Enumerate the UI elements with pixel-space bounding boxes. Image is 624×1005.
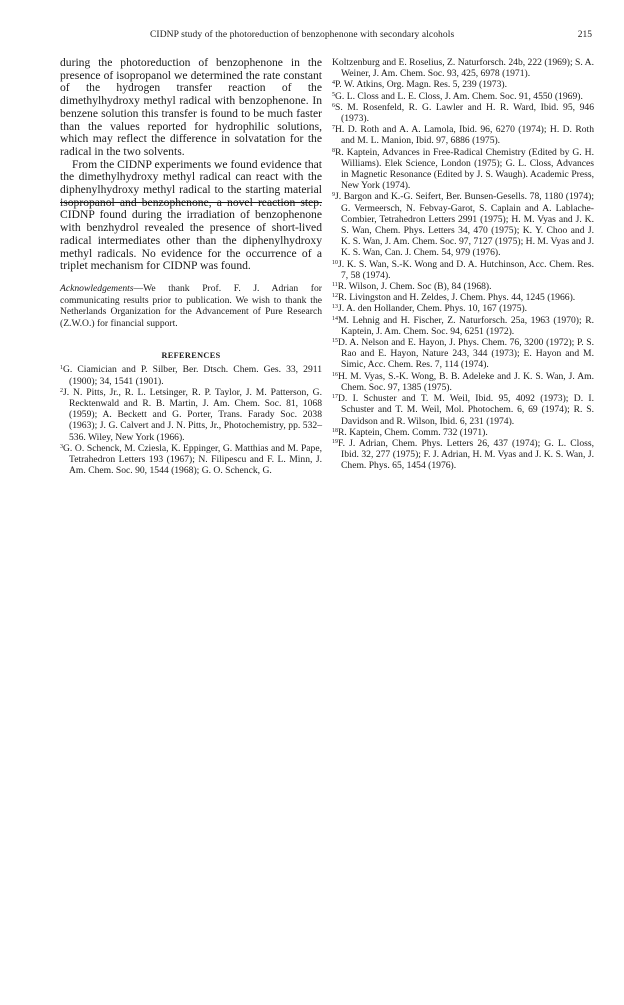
reference-text: G. L. Closs and L. E. Closs, J. Am. Chem. Soc. 91, 4550 (1969). bbox=[335, 90, 583, 102]
reference-text: P. W. Atkins, Org. Magn. Res. 5, 239 (1973). bbox=[335, 79, 507, 91]
reference-text: F. J. Adrian, Chem. Phys. Letters 26, 437 (1974); G. L. Closs, Ibid. 32, 277 (1975); F. J. Adrian, H. M. Vyas and J. K. S. Wan, J. Chem. Phys. 65, 1454 (1976). bbox=[338, 437, 594, 472]
reference-item bbox=[332, 393, 594, 427]
reference-number: 4 bbox=[332, 80, 335, 87]
reference-number: 3 bbox=[60, 443, 63, 450]
reference-number: 17 bbox=[332, 394, 338, 401]
running-title: CIDNP study of the photoreduction of benzophenone with secondary alcohols bbox=[150, 30, 455, 40]
reference-item bbox=[332, 371, 594, 393]
reference-item bbox=[332, 337, 594, 371]
reference-text: R. Kaptein, Chem. Comm. 732 (1971). bbox=[338, 426, 488, 438]
reference-text: R. Livingston and H. Zeldes, J. Chem. Phys. 44, 1245 (1966). bbox=[338, 292, 576, 304]
reference-text: S. M. Rosenfeld, R. G. Lawler and H. R. Ward, Ibid. 95, 946 (1973). bbox=[335, 101, 594, 125]
reference-number: 1 bbox=[60, 365, 63, 372]
reference-number: 5 bbox=[332, 91, 335, 98]
reference-item bbox=[60, 443, 322, 477]
reference-text: H. D. Roth and A. A. Lamola, Ibid. 96, 6270 (1974); H. D. Roth and M. L. Manion, Ibid. 97, 6886 (1975). bbox=[335, 124, 594, 147]
reference-number: 2 bbox=[60, 387, 63, 394]
paragraph-text: From the CIDNP experiments we found evidence that the dimethylhydroxy methyl radical can react with the diphenylhydroxy methyl radical to the starting material bbox=[60, 157, 322, 197]
reference-text: J. N. Pitts, Jr., R. L. Letsinger, R. P. Taylor, J. M. Patterson, G. Recktenwald and R. B. Martin, J. Am. Chem. Soc. 81, 1068 (1959); A. Beckett and G. Porter, Trans. Farady Soc. 2038 (1963); J. G. Calvert and J. N. Pitts, Jr., Photochemistry, pp. 532–536. Wiley, New York (1966). bbox=[63, 386, 322, 443]
reference-item bbox=[332, 427, 594, 438]
acknowledgements-text: —We thank Prof. F. J. Adrian for communicating results prior to publication. We wish to thank the Netherlands Organization for the Advancement of Pure Research (Z.W.O.) for financial support. bbox=[60, 282, 322, 329]
reference-number: 15 bbox=[332, 338, 338, 345]
reference-number: 7 bbox=[332, 125, 335, 132]
reference-text: D. A. Nelson and E. Hayon, J. Phys. Chem. 76, 3200 (1972); P. S. Rao and E. Hayon, Nature 243, 344 (1973); E. Hayon and M. Simic, Acc. Chem. Res. 7, 114 (1974). bbox=[338, 337, 594, 371]
reference-number: 12 bbox=[332, 293, 338, 300]
acknowledgements bbox=[60, 283, 322, 329]
left-column bbox=[60, 57, 322, 476]
reference-item bbox=[332, 147, 594, 192]
reference-text: G. O. Schenck, M. Cziesla, K. Eppinger, G. Matthias and M. Pape, Tetrahedron Letters 193 (1967); N. Filipescu and F. L. Minn, J. Am. Chem. Soc. 90, 1544 (1968); G. O. Schenck, G. bbox=[63, 442, 322, 477]
body-text bbox=[60, 57, 322, 273]
reference-item bbox=[332, 79, 594, 90]
reference-item bbox=[332, 438, 594, 472]
reference-item bbox=[332, 281, 594, 292]
references-list bbox=[60, 364, 322, 476]
reference-item bbox=[332, 124, 594, 146]
reference-text: J. A. den Hollander, Chem. Phys. 10, 167 (1975). bbox=[338, 303, 528, 315]
reference-number: 19 bbox=[332, 438, 338, 445]
reference-item bbox=[332, 57, 594, 79]
references-list-continued bbox=[332, 57, 594, 472]
reference-item bbox=[60, 387, 322, 443]
page-number: 215 bbox=[577, 30, 592, 40]
reference-text: H. M. Vyas, S.-K. Wong, B. B. Adeleke and J. K. S. Wan, J. Am. Chem. Soc. 97, 1385 (1975). bbox=[338, 370, 594, 393]
reference-item bbox=[332, 191, 594, 258]
reference-number: 6 bbox=[332, 102, 335, 109]
reference-item bbox=[332, 292, 594, 303]
reference-number: 8 bbox=[332, 147, 335, 154]
reference-text: D. I. Schuster and T. M. Weil, Ibid. 95, 4092 (1973); D. I. Schuster and T. M. Weil, Mol. Photochem. 6, 69 (1974); R. S. Davidson and R. Wilson, Ibid. 6, 231 (1974). bbox=[338, 393, 594, 427]
reference-item bbox=[332, 259, 594, 281]
reference-item bbox=[332, 303, 594, 314]
struck-text: isopropanol and benzophenone, a novel reaction step. bbox=[60, 195, 322, 209]
reference-text: Koltzenburg and E. Roselius, Z. Naturforsch. 24b, 222 (1969); S. A. Weiner, J. Am. Chem. Soc. 93, 425, 6978 (1971). bbox=[332, 57, 594, 80]
running-header bbox=[0, 30, 624, 44]
reference-number: 18 bbox=[332, 427, 338, 434]
reference-number: 10 bbox=[332, 259, 338, 266]
reference-number: 14 bbox=[332, 315, 338, 322]
right-column bbox=[332, 57, 594, 472]
reference-text: R. Wilson, J. Chem. Soc (B), 84 (1968). bbox=[337, 281, 492, 293]
reference-item bbox=[332, 102, 594, 124]
paragraph-text: CIDNP found during the irradiation of benzophenone with benzhydrol revealed the presence of short-lived radical intermediates other than the diphenylhydroxy methyl radicals. No evidence for the occurrence of a triplet mechanism for CIDNP was found. bbox=[60, 208, 322, 273]
reference-number: 11 bbox=[332, 282, 338, 289]
references-title: REFERENCES bbox=[161, 351, 221, 361]
reference-text: J. K. S. Wan, S.-K. Wong and D. A. Hutchinson, Acc. Chem. Res. 7, 58 (1974). bbox=[338, 258, 594, 281]
reference-number: 13 bbox=[332, 304, 338, 311]
reference-text: R. Kaptein, Advances in Free-Radical Chemistry (Edited by G. H. Williams). Elek Science, London (1975); G. L. Closs, Advances in Magnetic Resonance (Edited by J. S. Waugh). Academic Press, New York (1974). bbox=[335, 146, 594, 192]
reference-item bbox=[60, 364, 322, 386]
reference-item bbox=[332, 91, 594, 102]
reference-text: J. Bargon and K.-G. Seifert, Ber. Bunsen-Gesells. 78, 1180 (1974); G. Vermeersch, N. Febvay-Garot, S. Caplain and A. Lablache-Combier, Tetrahedron Letters 2991 (1975); H. M. Vyas and J. K. S. Wan, Chem. Phys. Letters 34, 470 (1975); K. Y. Choo and J. K. S. Wan, J. Am. Chem. Soc. 97, 7127 (1975); H. M. Vyas and J. K. S. Wan, Can. J. Chem. 54, 979 (1976). bbox=[335, 191, 594, 259]
reference-item bbox=[332, 315, 594, 337]
paragraph-conclusion-2 bbox=[60, 159, 322, 273]
reference-text: G. Ciamician and P. Silber, Ber. Dtsch. Chem. Ges. 33, 2911 (1900); 34, 1541 (1901). bbox=[63, 364, 322, 387]
acknowledgements-title: Acknowledgements bbox=[60, 282, 134, 294]
reference-number: 9 bbox=[332, 192, 335, 199]
reference-text: M. Lehnig and H. Fischer, Z. Naturforsch. 25a, 1963 (1970); R. Kaptein, J. Am. Chem. Soc. 94, 6251 (1972). bbox=[338, 314, 594, 337]
reference-number: 16 bbox=[332, 371, 338, 378]
paragraph-conclusion-1: during the photoreduction of benzophenone in the presence of isopropanol we determined the rate constant of the hydrogen transfer reaction of the dimethylhydroxy methyl radical with benzophenone. In benzene solution this transfer is found to be much faster than the values reported for hydrophilic solutions, which may reflect the difference in solvatation for the radical in the two solvents. bbox=[60, 56, 322, 158]
